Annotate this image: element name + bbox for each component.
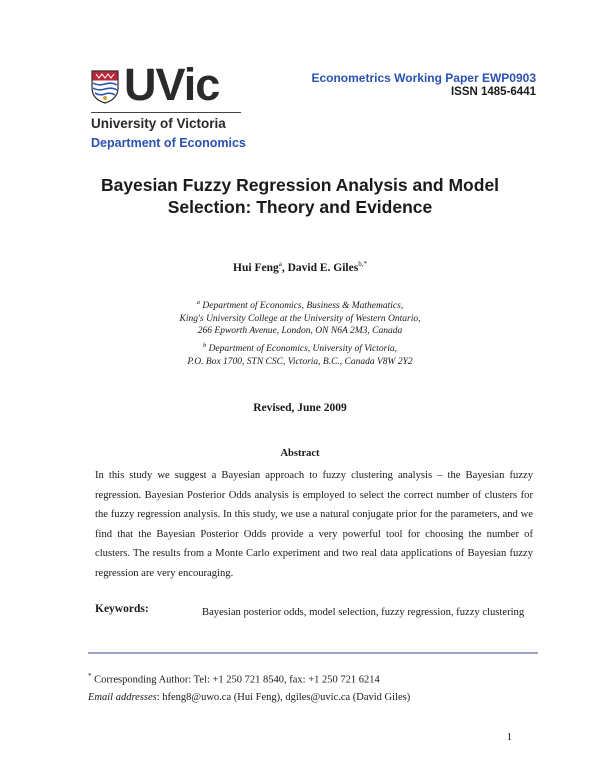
title-line-2: Selection: Theory and Evidence bbox=[167, 197, 433, 217]
logo-divider bbox=[91, 112, 241, 113]
footnote-emails bbox=[88, 692, 410, 703]
corresponding-author: Corresponding Author: Tel: +1 250 721 8540, fax: +1 250 721 6214 bbox=[94, 674, 380, 686]
author-2: David E. Giles bbox=[287, 261, 359, 274]
abstract-heading: Abstract bbox=[280, 448, 320, 459]
affiliation-b-line-1: Department of Economics, University of Victoria, bbox=[208, 344, 398, 355]
affiliation-b-line-2: P.O. Box 1700, STN CSC, Victoria, B.C., Canada V8W 2Y2 bbox=[187, 356, 413, 367]
keywords-label: Keywords: bbox=[95, 603, 149, 615]
affiliation-b bbox=[0, 340, 600, 368]
affiliation-a-line-2: King's University College at the University of Western Ontario, bbox=[179, 313, 421, 324]
working-paper-id: Econometrics Working Paper EWP0903 bbox=[311, 71, 536, 85]
revision-date: Revised, June 2009 bbox=[253, 402, 347, 414]
author-separator: , bbox=[281, 261, 288, 274]
department-name: Department of Economics bbox=[91, 136, 246, 150]
author-1-mark: a bbox=[278, 260, 282, 268]
university-name: University of Victoria bbox=[91, 116, 226, 131]
author-2-mark: b,* bbox=[358, 260, 367, 268]
keywords-text: Bayesian posterior odds, model selection, fuzzy regression, fuzzy clustering bbox=[202, 607, 525, 618]
affiliation-b-mark: b bbox=[202, 342, 207, 349]
author-list bbox=[0, 260, 600, 274]
page-number: 1 bbox=[506, 731, 512, 743]
author-1: Hui Feng bbox=[233, 261, 279, 274]
affiliation-a-line-1: Department of Economics, Business & Mathematics, bbox=[202, 301, 404, 312]
email-addresses: : hfeng8@uwo.ca (Hui Feng), dgiles@uvic.ca (David Giles) bbox=[156, 692, 411, 703]
footnote-corresponding bbox=[88, 672, 380, 686]
paper-title bbox=[60, 174, 540, 218]
footnote-mark: * bbox=[88, 672, 92, 680]
email-label: Email addresses bbox=[88, 692, 157, 703]
title-line-1: Bayesian Fuzzy Regression Analysis and Model bbox=[100, 175, 500, 195]
affiliation-a bbox=[0, 297, 600, 338]
affiliation-a-mark: a bbox=[196, 299, 201, 306]
abstract-body: In this study we suggest a Bayesian approach to fuzzy clustering analysis – the Bayesian fuzzy regression. Bayesian Posterior Odds analysis is employed to select the correct number of clusters for the fuzzy regression analysis. In this study, we use a natural conjugate prior for the parameters, and we find that the Bayesian Posterior Odds provide a very powerful tool for choosing the number of clusters. The results from a Monte Carlo experiment and two real data applications of Bayesian fuzzy regression are very encouraging. bbox=[95, 470, 533, 579]
issn: ISSN 1485-6441 bbox=[450, 86, 536, 98]
university-logo bbox=[91, 59, 241, 136]
logo-wordmark: UVic bbox=[124, 59, 220, 110]
footnote-divider bbox=[88, 652, 538, 654]
affiliation-a-line-3: 266 Epworth Avenue, London, ON N6A 2M3, Canada bbox=[197, 326, 403, 337]
uvic-crest-icon bbox=[91, 70, 119, 104]
